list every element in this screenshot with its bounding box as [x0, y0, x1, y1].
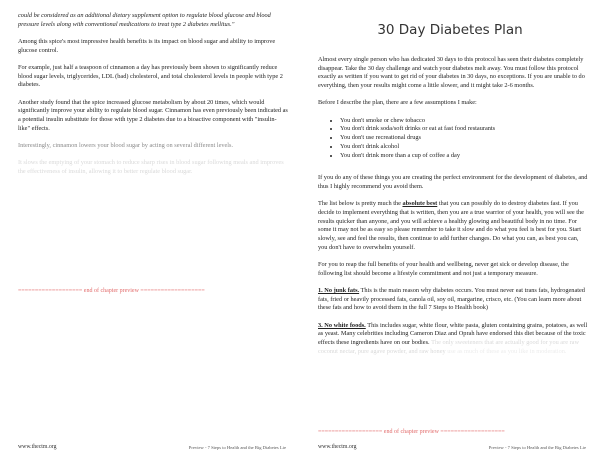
- list-item: • You don't smoke or chew tobacco: [340, 117, 588, 126]
- rule-no-junk-fats: [318, 287, 588, 313]
- paragraph-half-teaspoon: For example, just half a teaspoon of cinnamon a day has previously been shown to significantly reduce blood sugar levels, triglycerides, LDL (bad) cholesterol, and total cholesterol levels in people with type 2 diabetes.: [18, 64, 283, 89]
- rule-text: This includes sugar, white flour, white pasta, gluten containing grains, potatoes, as well as yeast. Many celebrities including Cameron Diaz and Oprah have endorsed this diet because of the toxic effects these ingredients have on our bodies.: [318, 321, 588, 347]
- environment-paragraph: If you do any of these things you are creating the perfect environment for the development of diabetes, and thus I highly recommend you avoid them.: [318, 174, 588, 190]
- assumptions-intro: Before I describe the plan, there are a few assumptions I make:: [318, 99, 477, 107]
- footer-site: www.thectm.org: [318, 444, 357, 450]
- footer-title: Preview - 7 Steps to Health and the Big Diabetes Lie: [488, 445, 586, 450]
- list-intro-paragraph: [318, 200, 588, 252]
- footer-title: Preview - 7 Steps to Health and the Big Diabetes Lie: [188, 445, 286, 450]
- list-intro-text-continued: that you can possibly do to destroy diabetes fast. If you decide to implement everything that is written, then you are a true warrior of your health, you will see the results quicker than anyone, and you will achieve a healthy glowing and beautiful body in no time. For some it may not be as easy so please remember to take it slow and do what you feel is best for you. Start slowly, see and feel the results, then continue to add further changes. Do what you can, as best you can, you don't have to overwhelm yourself.: [318, 200, 584, 251]
- footer: [18, 444, 286, 450]
- list-item: • You don't drink soda/soft drinks or eat at fast food restaurants: [340, 125, 588, 134]
- end-of-preview-marker: =================== end of chapter preview ===================: [18, 288, 205, 294]
- rule-text: This is the main reason why diabetes occurs. You must never eat trans fats, hydrogenated fats, fried or heavily processed fats, canola oil, soy oil, margarine, crisco, etc. (You can learn more about these fats and how to avoid them in the full 7 Steps to Health book): [318, 287, 585, 312]
- rule-no-white-foods: [318, 322, 588, 357]
- intro-paragraph: Almost every single person who has dedicated 30 days to this protocol has seen their diabetes completely disappear. Take the 30 day challenge and watch your diabetes melt away. You must follow this protocol exactly as written if you want to get rid of your diabetes in 30 days, no exceptions. If you are unable to do everything, then your results might come a little slower, and it might take 2-6 months.: [318, 56, 585, 90]
- quote-tail: could be considered as an additional dietary supplement option to regulate blood glucose and blood pressure levels along with conventional medications to treat type 2 diabetes mellitus.": [18, 12, 271, 28]
- rule-label: 1. No junk fats.: [318, 287, 360, 295]
- assumptions-list: [340, 117, 588, 161]
- paragraph-faint: It slows the emptying of your stomach to reduce sharp rises in blood sugar following meals and improves the effectiveness of insulin, allowing it to better regulate blood sugar.: [18, 159, 284, 176]
- right-page-content: [318, 56, 588, 365]
- list-intro-text: The list below is pretty much the: [318, 200, 403, 208]
- rule-label: 3. No white foods.: [318, 321, 366, 329]
- paragraph-glucose-metabolism: Another study found that the spice increased glucose metabolism by about 20 times, which would significantly improve your ability to regulate blood sugar. Cinnamon has even previously been indicated as a potential insulin substitute for those with type 2 diabetes due to a bioactive component with "insulin-like" effects.: [18, 98, 288, 132]
- list-item: • You don't drink alcohol: [340, 143, 588, 152]
- reap-paragraph: For you to reap the full benefits of your health and wellbeing, never get sick or develop disease, the following list should become a lifestyle commitment and not just a temporary measure.: [318, 261, 569, 277]
- paragraph-fading: Interestingly, cinnamon lowers your blood sugar by acting on several different levels.: [18, 142, 234, 150]
- left-page-content: [18, 12, 288, 185]
- list-item: • You don't drink more than a cup of coffee a day: [340, 152, 588, 161]
- page-title: 30 Day Diabetes Plan: [377, 22, 523, 38]
- end-of-preview-marker: =================== end of chapter preview ===================: [318, 429, 505, 435]
- rule-text-faint: use as much of these as you like in moderation.: [447, 347, 567, 355]
- emphasis-absolute-best: absolute best: [402, 200, 438, 208]
- footer: [318, 444, 586, 450]
- right-page: [300, 0, 600, 463]
- paragraph-blood-sugar: Among this spice's most impressive health benefits is its impact on blood sugar and ability to improve glucose control.: [18, 38, 276, 54]
- rule-text-fading: The only sweeteners that are actually good for you are raw coconut nectar, pure agave powder, and raw honey: [318, 339, 580, 355]
- list-item: • You don't use recreational drugs: [340, 134, 588, 143]
- footer-site: www.thectm.org: [18, 444, 57, 450]
